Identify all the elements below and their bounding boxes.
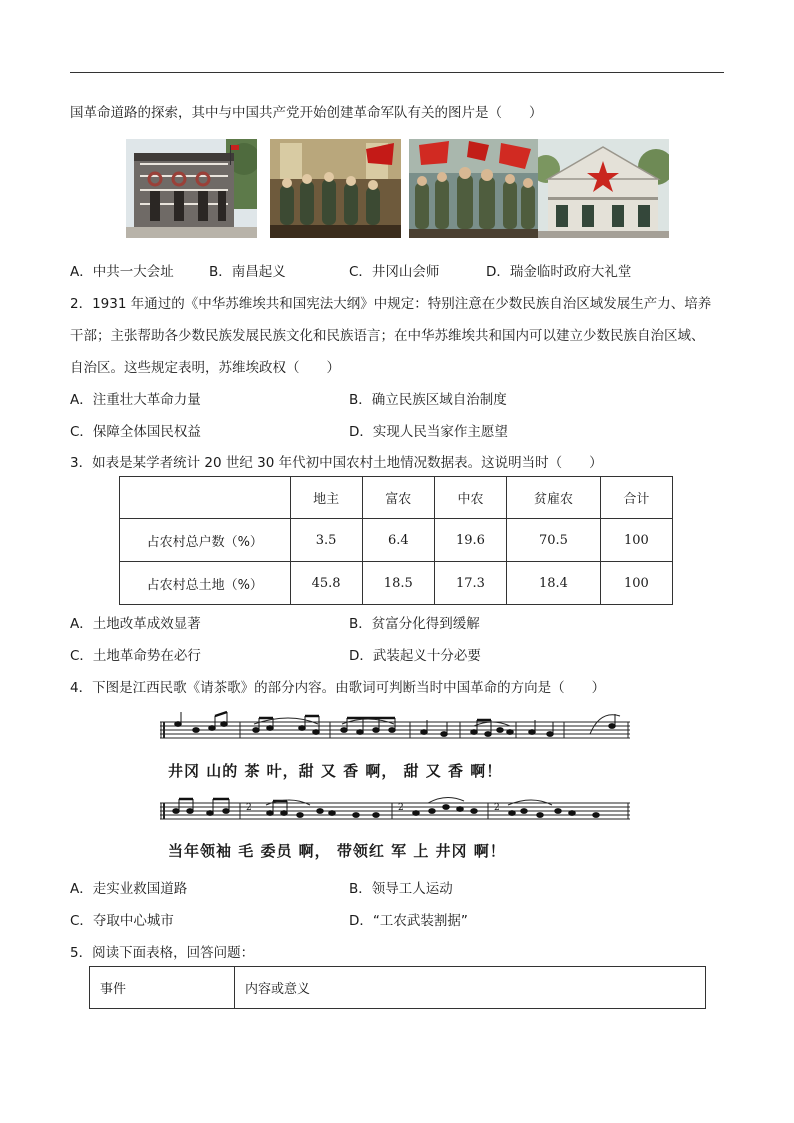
- table-header-cell: 贫雇农: [507, 477, 601, 519]
- table-cell: 45.8: [290, 562, 362, 605]
- table-header-cell: 内容或意义: [235, 967, 706, 1009]
- photo-jinggangshan-meeting: [409, 139, 540, 238]
- table-cell: 18.4: [507, 562, 601, 605]
- q2-option-b[interactable]: B．确立民族区域自治制度: [349, 392, 507, 408]
- photo-congress-site: [126, 139, 257, 238]
- table-row: [120, 562, 673, 605]
- table-header-cell: 事件: [90, 967, 235, 1009]
- table-cell: 18.5: [362, 562, 434, 605]
- song-lyrics-line2: 当年领袖 毛 委员 啊， 带领红 军 上 井冈 啊！: [168, 842, 506, 860]
- q1-option-b[interactable]: B．南昌起义: [209, 264, 286, 280]
- photo-nanchang-uprising: [270, 139, 401, 238]
- q2-stem-line1: 2．1931 年通过的《中华苏维埃共和国宪法大纲》中规定：特别注意在少数民族自治区域发展生产力、培养: [70, 296, 712, 312]
- q5-events-table: [89, 966, 706, 1009]
- music-staff-line1: [160, 710, 635, 750]
- q3-option-c[interactable]: C．土地革命势在必行: [70, 648, 201, 664]
- table-header-cell: 中农: [434, 477, 506, 519]
- table-row: [120, 519, 673, 562]
- table-cell: 3.5: [290, 519, 362, 562]
- time-signature: 2: [398, 803, 404, 813]
- header-rule: [70, 72, 724, 73]
- q2-stem-line2: 干部；主张帮助各少数民族发展民族文化和民族语言；在中华苏维埃共和国内可以建立少数民族自治区域、: [70, 328, 705, 344]
- q4-option-b[interactable]: B．领导工人运动: [349, 881, 453, 897]
- table-cell: 19.6: [434, 519, 506, 562]
- table-header-row: [120, 477, 673, 519]
- q4-stem: 4．下图是江西民歌《请茶歌》的部分内容。由歌词可判断当时中国革命的方向是（ ）: [70, 680, 606, 696]
- table-header-row: [90, 967, 706, 1009]
- q4-option-a[interactable]: A．走实业救国道路: [70, 881, 188, 897]
- q4-option-d[interactable]: D．“工农武装割据”: [349, 913, 468, 929]
- table-cell: 100: [600, 562, 672, 605]
- q1-option-d[interactable]: D．瑞金临时政府大礼堂: [486, 264, 632, 280]
- table-row-label: 占农村总土地（%）: [120, 562, 291, 605]
- table-header-cell: 富农: [362, 477, 434, 519]
- q2-option-a[interactable]: A．注重壮大革命力量: [70, 392, 201, 408]
- q3-stem: 3．如表是某学者统计 20 世纪 30 年代初中国农村土地情况数据表。这说明当时（ ）: [70, 455, 603, 471]
- time-signature: 2: [246, 803, 252, 813]
- table-header-cell: 地主: [290, 477, 362, 519]
- music-staff-line2: [160, 793, 635, 829]
- q1-stem: 国革命道路的探索，其中与中国共产党开始创建革命军队有关的图片是（ ）: [70, 105, 543, 121]
- q3-option-a[interactable]: A．土地改革成效显著: [70, 616, 201, 632]
- table-cell: 70.5: [507, 519, 601, 562]
- table-cell: 100: [600, 519, 672, 562]
- q3-option-b[interactable]: B．贫富分化得到缓解: [349, 616, 480, 632]
- table-header-cell: [120, 477, 291, 519]
- table-header-cell: 合计: [600, 477, 672, 519]
- q4-option-c[interactable]: C．夺取中心城市: [70, 913, 174, 929]
- table-cell: 17.3: [434, 562, 506, 605]
- song-lyrics-line1: 井冈 山的 茶 叶，甜 又 香 啊， 甜 又 香 啊！: [168, 762, 503, 780]
- q2-option-d[interactable]: D．实现人民当家作主愿望: [349, 424, 508, 440]
- q3-option-d[interactable]: D．武装起义十分必要: [349, 648, 481, 664]
- table-row-label: 占农村总户数（%）: [120, 519, 291, 562]
- table-cell: 6.4: [362, 519, 434, 562]
- q2-stem-line3: 自治区。这些规定表明，苏维埃政权（ ）: [70, 360, 340, 376]
- q2-option-c[interactable]: C．保障全体国民权益: [70, 424, 201, 440]
- q3-land-table: [119, 476, 673, 605]
- q1-option-c[interactable]: C．井冈山会师: [349, 264, 440, 280]
- time-signature: 2: [494, 803, 500, 813]
- q5-stem: 5．阅读下面表格，回答问题：: [70, 945, 255, 961]
- q1-option-a[interactable]: A．中共一大会址: [70, 264, 174, 280]
- photo-ruijin-hall: [538, 139, 669, 238]
